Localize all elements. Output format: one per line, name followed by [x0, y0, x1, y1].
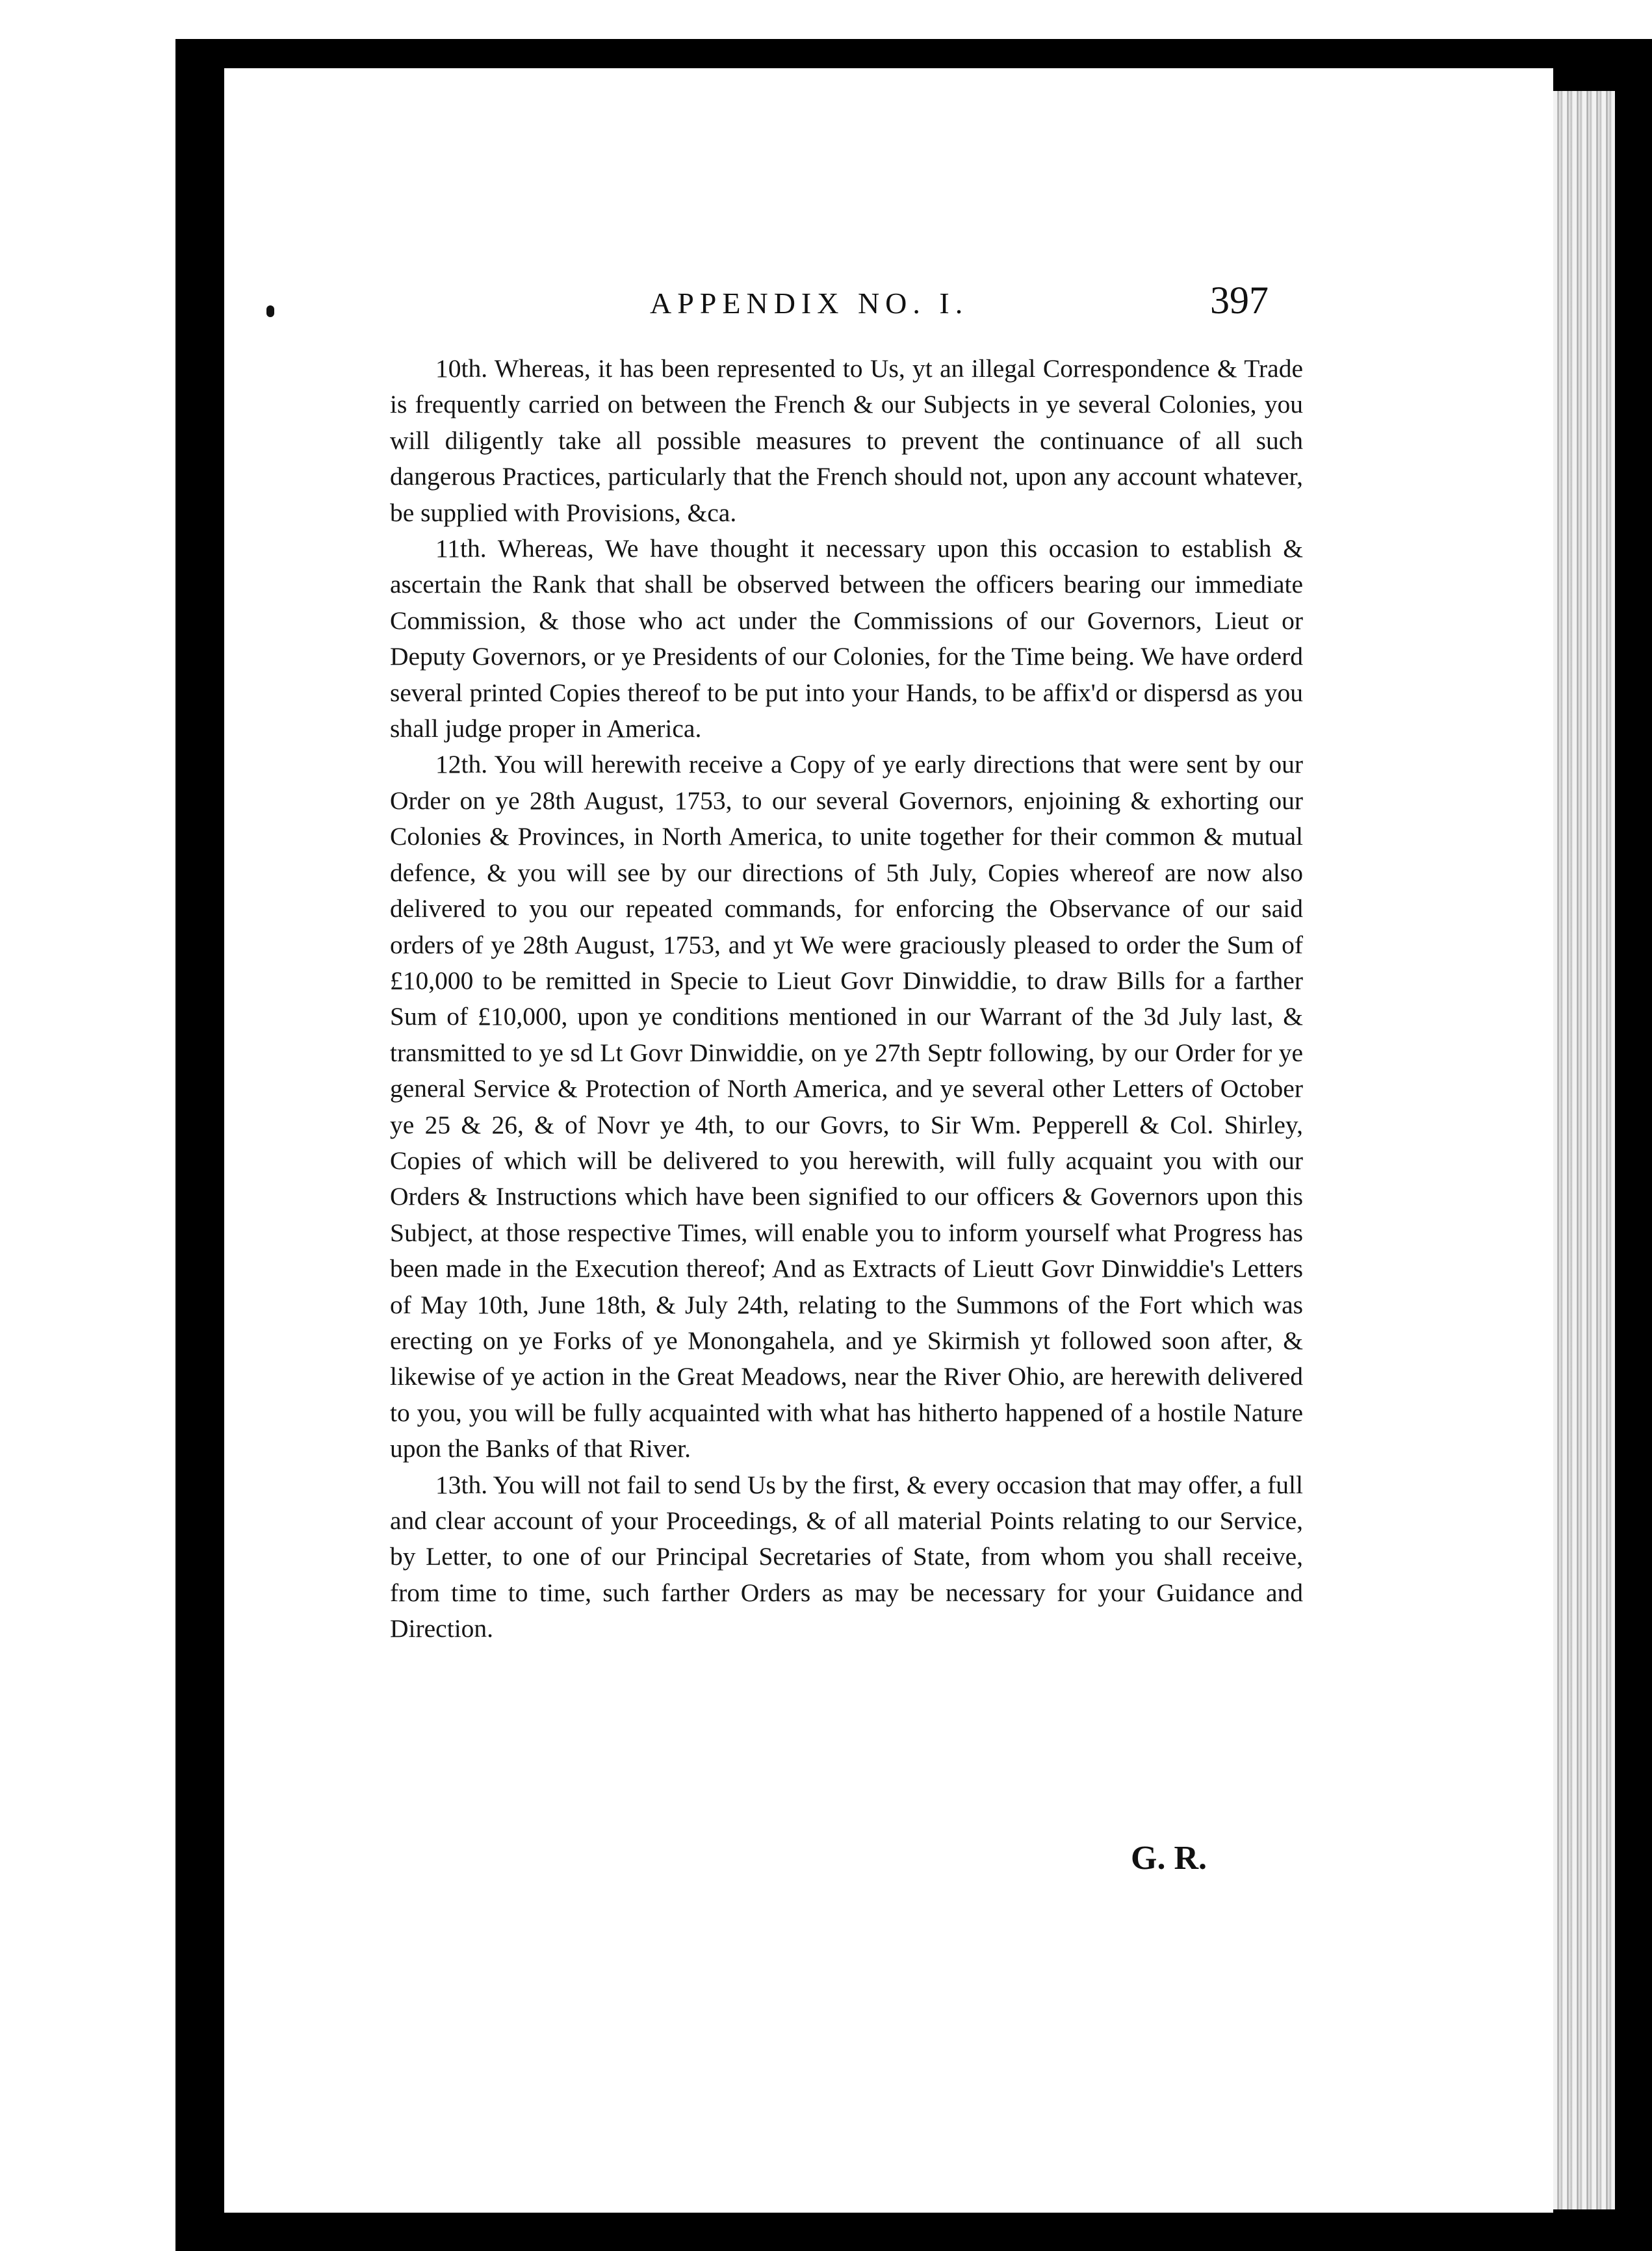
page-edge-stack	[1553, 91, 1615, 2209]
scan-top-margin	[0, 0, 1652, 39]
paragraph-13th: 13th. You will not fail to send Us by the first, & every occasion that may offer, a full and clear account of your Proceedings, & of all material Points relating to our Service, by Letter, to one of our Principal Secretaries of State, from whom you shall receive, from time to time, such farther Orders as may be necessary for your Guidance and Direction.	[390, 1470, 1303, 1643]
paragraph-11th: 11th. Whereas, We have thought it necessary upon this occasion to establish & ascertain the Rank that shall be observed between the officers bearing our immediate Commission, & those who act under the Commissions of our Governors, Lieut or Deputy Governors, or ye Presidents of our Colonies, for the Time being. We have orderd several printed Copies thereof to be put into your Hands, to be affix'd or dispersd as you shall judge proper in America.	[390, 534, 1303, 743]
paragraph-12th: 12th. You will herewith receive a Copy of ye early directions that were sent by our Order on ye 28th August, 1753, to our several Governors, enjoining & exhorting our Colonies & Provinces, in North America, to unite together for their common & mutual defence, & you will see by our directions of 5th July, Copies whereof are now also delivered to you our repeated commands, for enforcing the Observance of our said orders of ye 28th August, 1753, and yt We were graciously pleased to order the Sum of £10,000 to be remitted in Specie to Lieut Govr Dinwiddie, to draw Bills for a farther Sum of £10,000, upon ye conditions mentioned in our Warrant of the 3d July last, & transmitted to ye sd Lt Govr Dinwiddie, on ye 27th Septr following, by our Order for ye general Service & Protection of North America, and ye several other Letters of October ye 25 & 26, & of Novr ye 4th, to our Govrs, to Sir Wm. Pepperell & Col. Shirley, Copies of which will be delivered to you herewith, will fully acquaint you with our Orders & Instructions which have been signified to our officers & Governors upon this Subject, at those respective Times, will enable you to inform yourself what Progress has been made in the Execution thereof; And as Extracts of Lieutt Govr Dinwiddie's Letters of May 10th, June 18th, & July 24th, relating to the Summons of the Fort which was erecting on ye Forks of ye Monongahela, and ye Skirmish yt followed soon after, & likewise of ye action in the Great Meadows, near the River Ohio, are herewith delivered to you, you will be fully acquainted with what has hitherto happened of a hostile Nature upon the Banks of that River.	[390, 750, 1303, 1463]
page-number: 397	[1210, 279, 1269, 322]
margin-mark	[266, 305, 274, 317]
body-text	[390, 351, 1303, 1647]
running-title: APPENDIX NO. I.	[650, 287, 969, 320]
scan-left-margin	[0, 0, 175, 2251]
paragraph-10th: 10th. Whereas, it has been represented to Us, yt an illegal Correspondence & Trade is frequently carried on between the French & our Subjects in ye several Colonies, you will diligently take all possible measures to prevent the continuance of all such dangerous Practices, particularly that the French should not, upon any account whatever, be supplied with Provisions, &ca.	[390, 354, 1303, 527]
signature-gr: G. R.	[1131, 1840, 1207, 1877]
